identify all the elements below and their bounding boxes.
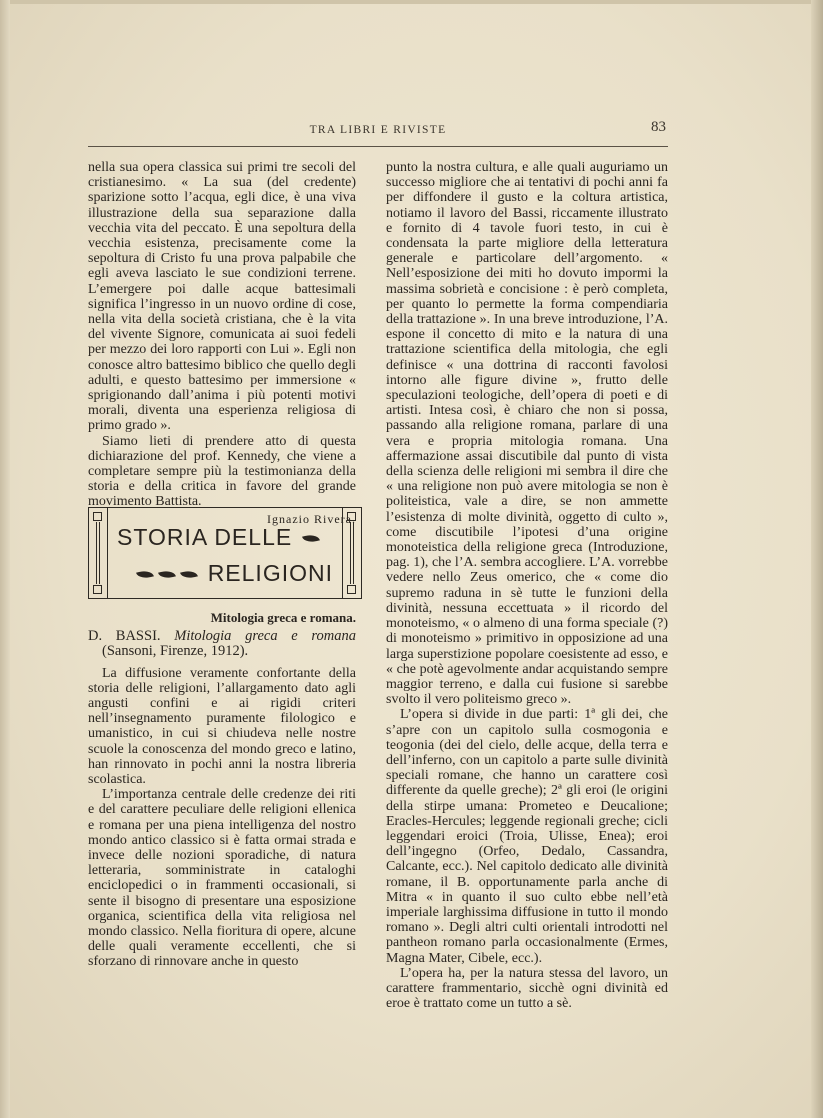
right-column <box>386 160 668 1011</box>
biblio-title: Mitologia greca e romana <box>174 628 357 645</box>
left-column <box>88 160 356 527</box>
page-number: 83 <box>651 119 666 135</box>
leaf-ornament-icon <box>302 532 320 546</box>
biblio-author: D. BASSI. <box>88 628 161 645</box>
page-left-edge <box>0 0 10 1118</box>
bibliographic-entry <box>88 629 356 659</box>
page-header <box>88 118 668 144</box>
paragraph: Siamo lieti di prendere atto di questa dichiarazione del prof. Kennedy, che viene a completare sempre più la testimonianza della storia e della critica in favore del grande movimento Battista. <box>88 433 356 510</box>
header-rule <box>88 146 668 147</box>
running-title: TRA LIBRI E RIVISTE <box>309 124 447 136</box>
left-column-review <box>88 610 356 970</box>
signature: Ignazio Rivera. <box>267 511 356 526</box>
section-title-line-2 <box>134 560 333 587</box>
paragraph: L’opera ha, per la natura stessa del lavoro, un carattere frammentario, sicchè ogni divinità ed eroe è trattato come un tutto a sè. <box>386 965 668 1012</box>
biblio-publisher: (Sansoni, Firenze, 1912). <box>102 643 249 660</box>
page-top-edge <box>0 0 823 4</box>
section-heading-box <box>88 507 362 599</box>
ornament-rail-right <box>343 508 361 598</box>
leaf-ornament-icon <box>158 568 176 582</box>
review-subheading: Mitologia greca e romana. <box>210 610 356 625</box>
section-title-line-1 <box>117 524 322 551</box>
leaf-ornament-icon <box>180 568 198 582</box>
ornament-rail-left <box>89 508 107 598</box>
page-right-edge <box>811 0 823 1118</box>
paragraph: La diffusione veramente confortante della storia delle religioni, l’allargamento dato agli angusti confini e ai rigidi criteri nell’insegnamento puramente filologico e umanistico, in cui si chiudeva nelle nostre scuole la conoscenza del mondo greco e latino, han rinnovato in pochi anni la nostra libreria scolastica. <box>88 665 356 788</box>
paragraph: L’opera si divide in due parti: 1ª gli dei, che s’apre con un capitolo sulla cosmogonia e teogonia (dei del cielo, delle acque, della terra e dell’inferno, con un capitolo a parte sulle divinità speciali romane, che hanno un carattere così differente da quelle greche); 2ª gli eroi (le origini della stirpe umana: Prometeo e Deucalione; Eracles-Hercules; leggende regionali greche; cicli leggendari eroici (Troia, Ulisse, Enea); eroi dell’ingegno (Orfeo, Dedalo, Cassandra, Calcante, ecc.). Nel capitolo dedicato alle divinità romane, il B. opportunamente parla anche di Mitra « in quanto il suo culto ebbe nell’età imperiale larghissima diffusione in tutto il mondo romano ». Degli altri culti orientali introdotti nel pantheon romano parla occasionalmente (Ermes, Magna Mater, Cibele, ecc.). <box>386 707 668 966</box>
paragraph: nella sua opera classica sui primi tre secoli del cristianesimo. « La sua (del credente) sparizione sotto l’acqua, egli dice, è una viva illustrazione della sua separazione dalla vecchia vita del peccato. È una sepoltura della vecchia esistenza, precisamente come la sepoltura di Cristo fu una prova palpabile che egli aveva lasciato le sue condizioni terrene. L’emergere poi dalle acque battesimali significa l’ingresso in un nuovo ordine di cose, nella vita della società cristiana, che è la vita del vivente Signore, comunicata ai suoi fedeli per mezzo dei loro rapporti con Lui ». Egli non conosce altro battesimo biblico che quello degli adulti, e questo battesimo per immersione « sprigionando dall’anima i più potenti motivi morali, diventa una esperienza religiosa di primo grado ». <box>88 160 356 434</box>
section-title-text-2: RELIGIONI <box>207 560 333 586</box>
paragraph: punto la nostra cultura, e alle quali auguriamo un successo migliore che ai tentativi di pochi anni fa per diffondere il gusto e la coltura artistica, notiamo il lavoro del Bassi, riccamente illustrato e fornito di 4 tavole fuori testo, in cui è condensata la parte migliore della letteratura generale e particolare dell’argomento. « Nell’esposizione dei miti ho dovuto impormi la massima sobrietà e concisione : è però completa, per quanto lo permette la forma compendiaria della trattazione ». In una breve introduzione, l’A. espone il concetto di mito e la natura di una trattazione scientifica della mitologia, che egli definisce « una dottrina di racconti favolosi intorno alle figure divine », frutto delle speculazioni teologiche, dell’opera di poeti e di artisti. Intesa così, è chiaro che non si possa, passando alla religione romana, parlare di una vera e propria mitologia romana. Una affermazione assai discutibile dal punto di vista della scienza delle religioni mi sembra il dire che « una religione non può avere mitologia se non è politeistica, vale a dire, se non ammette l’esistenza di molte divinità, oggetto di culto », come discutibile l’ipotesi d’una origine monoteistica della religione greca (Introduzione, pag. 1), che l’A. sembra accogliere. L’A. vorrebbe vedere nello Zeus omerico, che « come dio supremo raduna in sè tutte le funzioni della divinità, nessuna eccettuata » il ricordo del monoteismo, « o almeno di una forma speciale (?) di monoteismo » primitivo in opposizione ad una larga superstizione popolare coesistente ad esso, e « che potè agevolmente andar acquistando sempre maggior terreno, e dalla cui fusione si sarebbe svolto il vero politeismo greco ». <box>386 160 668 708</box>
leaf-ornament-icon <box>136 568 154 582</box>
paragraph: L’importanza centrale delle credenze dei riti e del carattere peculiare delle religioni ellenica e romana per una piena intelligenza del nostro mondo antico classico si è fatta ormai strada e invece delle nozioni sporadiche, di natura letteraria, somministrate in cataloghi enciclopedici o in frammenti occasionali, si sente il bisogno di presentare una esposizione organica, scientifica della vita religiosa nel mondo classico. Nella fioritura di opere, alcune delle quali veramente eccellenti, che si sforzano di rinnovare anche in questo <box>88 787 356 970</box>
section-title-text-1: STORIA DELLE <box>117 524 293 550</box>
